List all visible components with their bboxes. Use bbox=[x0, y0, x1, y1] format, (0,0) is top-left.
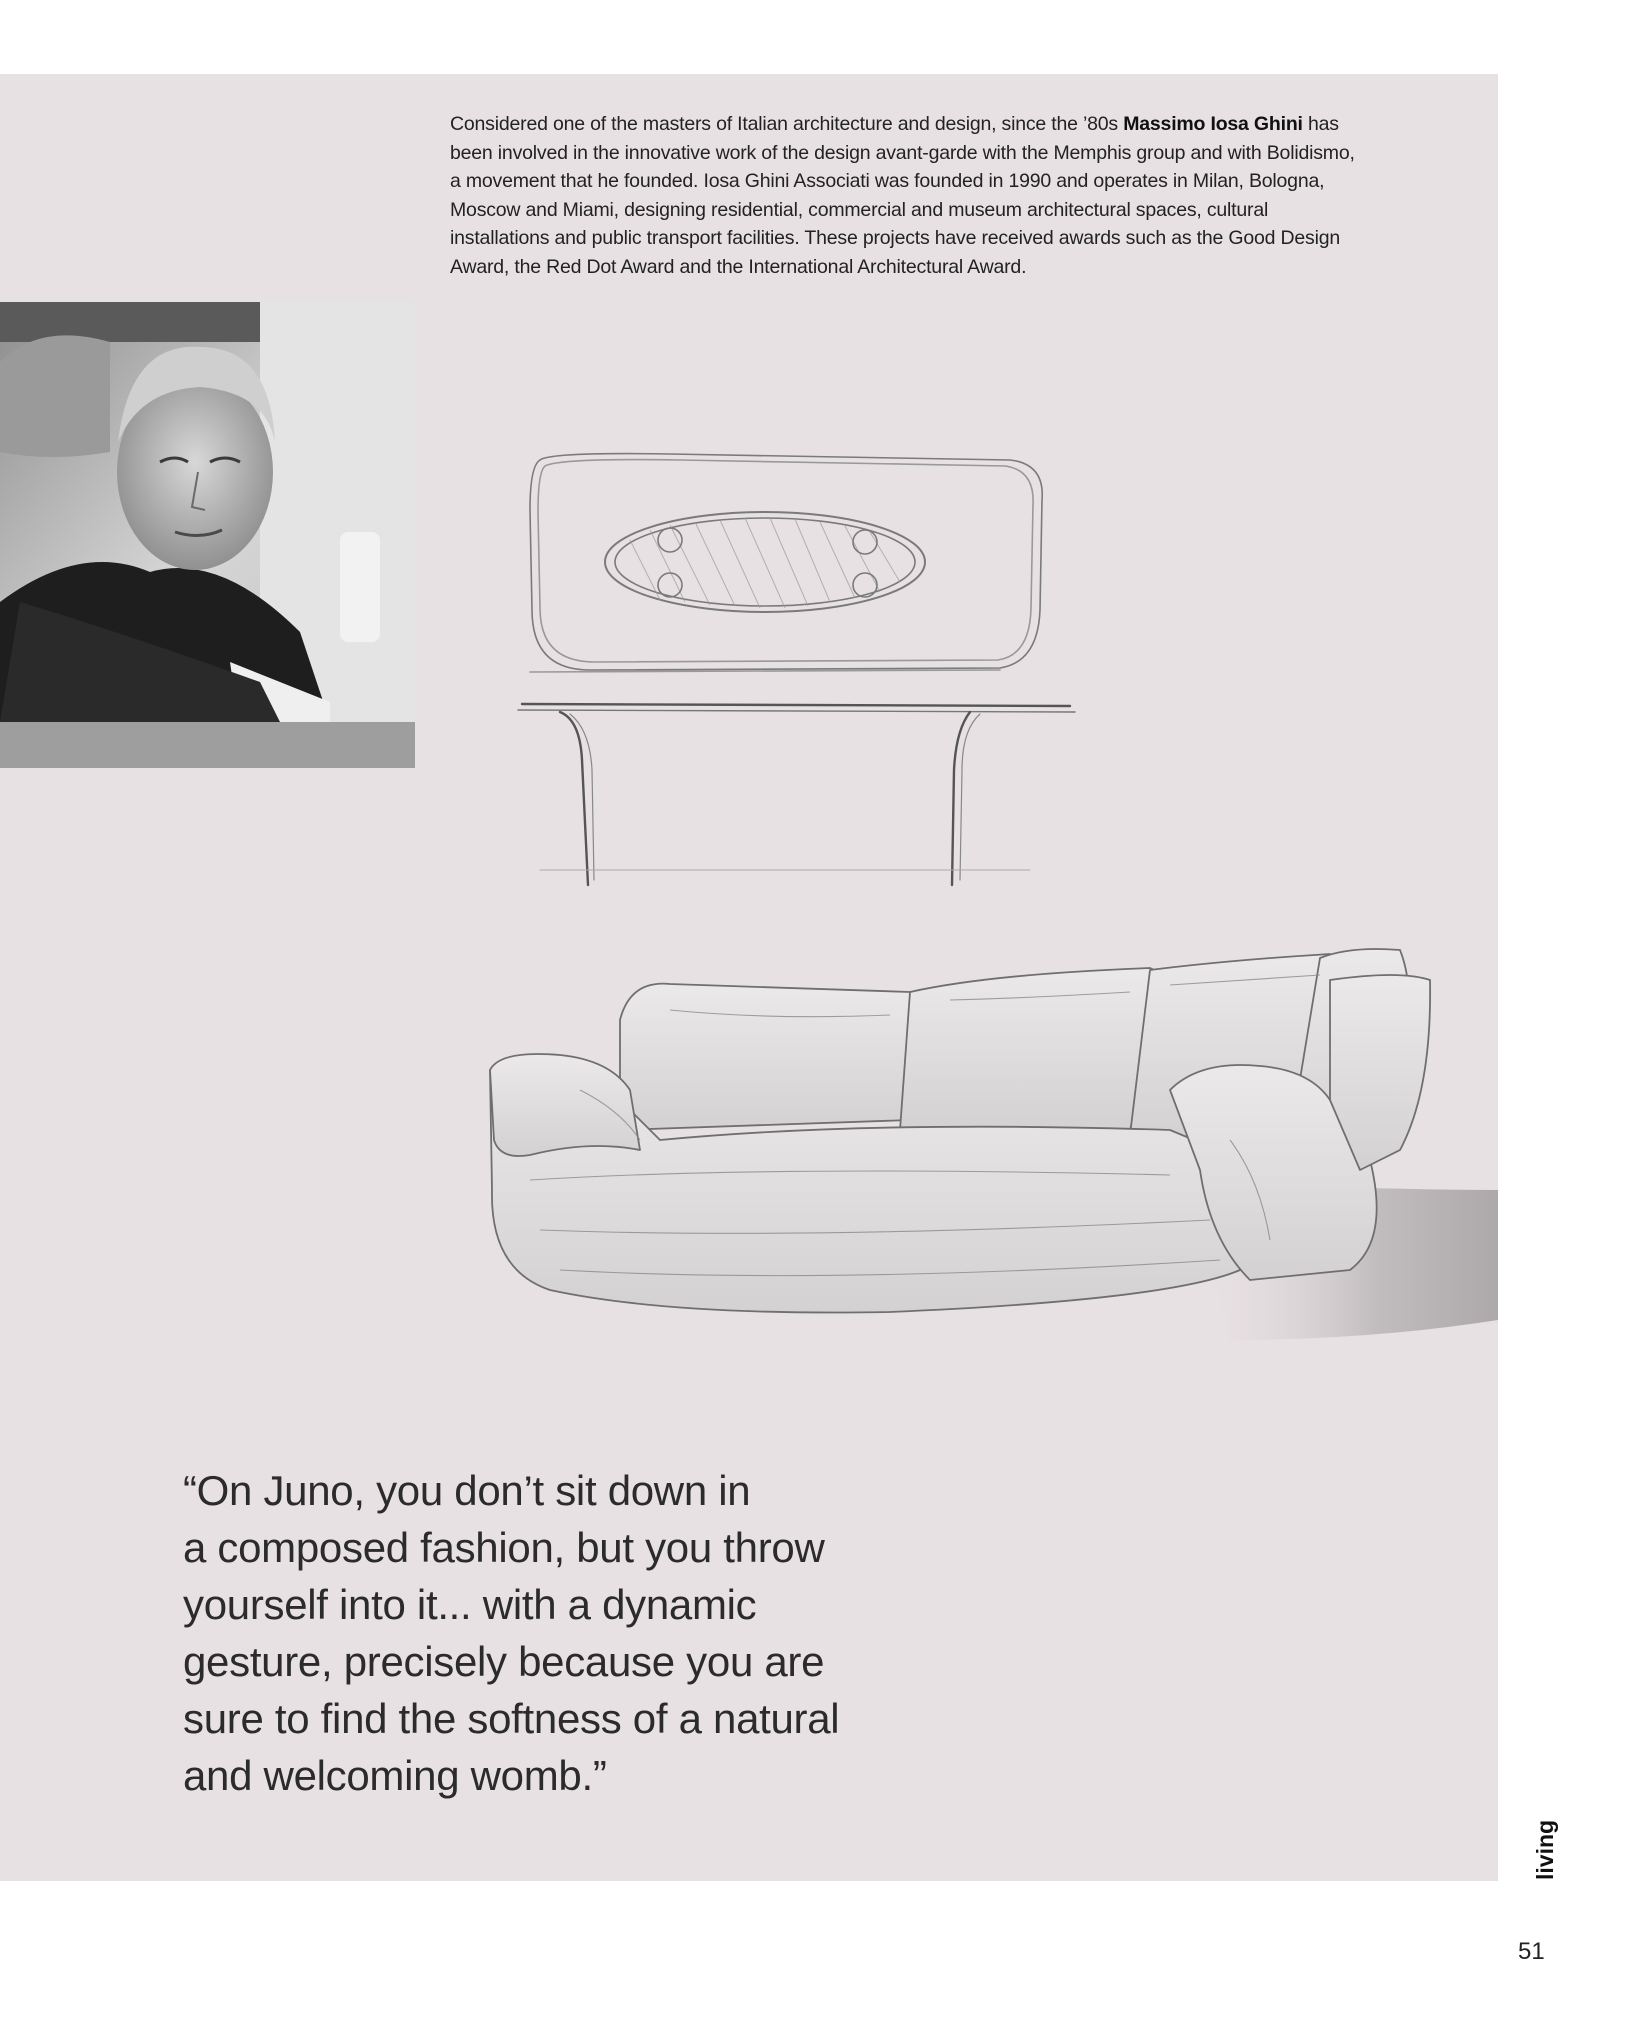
page-number: 51 bbox=[1518, 1938, 1545, 1965]
table-sketch-drawing bbox=[470, 430, 1170, 900]
bio-body: has been involved in the innovative work of the design avant-garde with the Memphis group and with Bolidismo, a movement that he founded. Iosa Ghini Associati was founded in 1990 and operates in Milan, Bologna, Moscow and Miami, designing residential, commercial and museum architectural spaces, cultural installations and public transport facilities. These projects have received awards such as the Good Design Award, the Red Dot Award and the International Architectural Award. bbox=[450, 113, 1355, 278]
designer-quote: “On Juno, you don’t sit down in a composed fashion, but you throw yourself into it... with a dynamic gesture, precisely because you are sure to find the softness of a natural and welcoming womb.” bbox=[183, 1467, 840, 1799]
sofa-sketch bbox=[470, 940, 1498, 1360]
designer-bio bbox=[450, 110, 1370, 281]
table-sketch bbox=[470, 430, 1170, 900]
bio-intro: Considered one of the masters of Italian architecture and design, since the ’80s bbox=[450, 113, 1124, 135]
section-label: living bbox=[1532, 1819, 1558, 1880]
designer-portrait bbox=[0, 302, 415, 768]
designer-name: Massimo Iosa Ghini bbox=[1123, 113, 1303, 135]
sofa-sketch-drawing bbox=[470, 940, 1498, 1360]
portrait-illustration bbox=[0, 302, 415, 768]
